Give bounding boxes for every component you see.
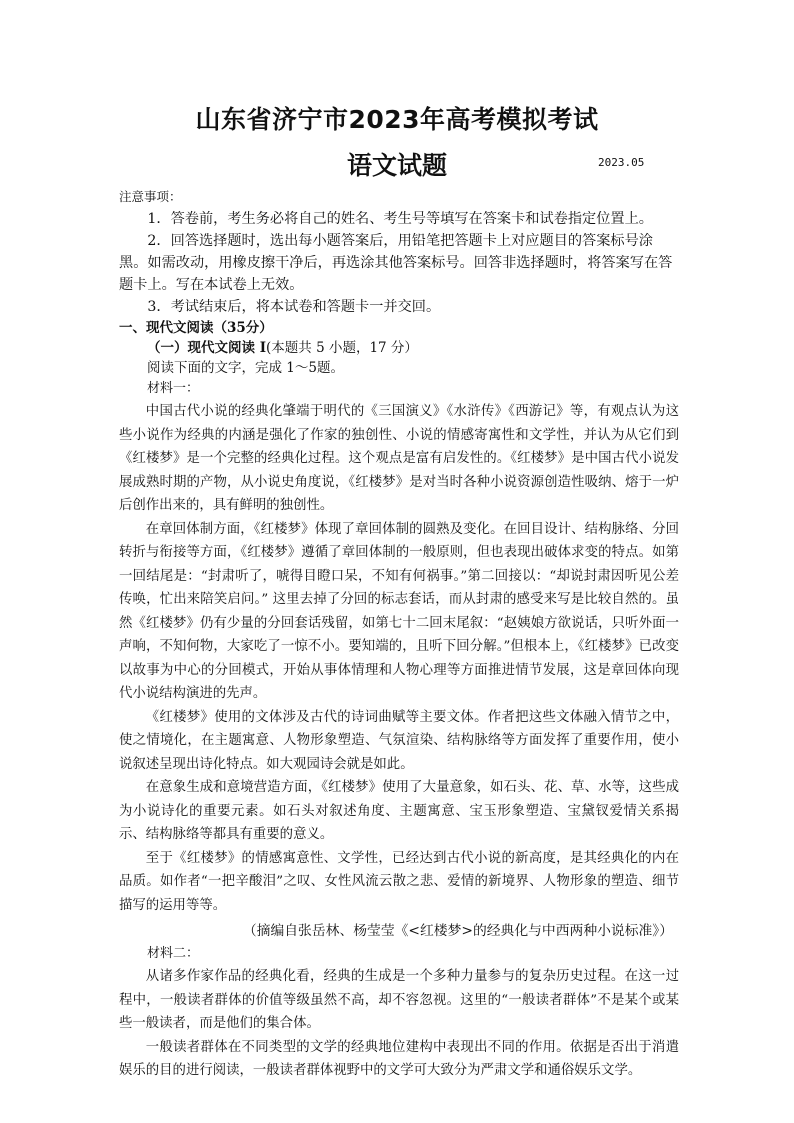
material-1-paragraph: 《红楼梦》使用的文体涉及古代的诗词曲赋等主要文体。作者把这些文体融入情节之中，使之情境化，在主题寓意、人物形象塑造、气氛渲染、结构脉络等方面发挥了重要作用，使小说叙述呈现出诗化特点。如大观园诗会就是如此。 <box>119 709 679 772</box>
notice-item-2: 2．回答选择题时，选出每小题答案后，用铅笔把答题卡上对应题目的答案标号涂黑。如需改动，用橡皮擦干净后，再选涂其他答案标号。回答非选择题时，将答案写在答题卡上。写在本试卷上无效。 <box>119 233 673 293</box>
material-2-paragraph: 一般读者群体在不同类型的文学的经典地位建构中表现出不同的作用。依据是否出于消遣娱乐的目的进行阅读，一般读者群体视野中的文学可大致分为严肃文学和通俗娱乐文学。 <box>119 1039 679 1078</box>
material-1-paragraph: 在意象生成和意境营造方面，《红楼梦》使用了大量意象，如石头、花、草、水等，这些成为小说诗化的重要元素。如石头对叙述角度、主题寓意、宝玉形象塑造、宝黛钗爱情关系揭示、结构脉络等都具有重要的意义。 <box>119 780 679 842</box>
notice-item-1: 1．答卷前，考生务必将自己的姓名、考生号等填写在答案卡和试卷指定位置上。 <box>147 211 653 227</box>
material-1-paragraph: 在章回体制方面，《红楼梦》体现了章回体制的圆熟及变化。在回目设计、结构脉络、分回转折与衔接等方面，《红楼梦》遵循了章回体制的一般原则，但也表现出破体求变的特点。如第一回结尾是：“封肃听了，唬得目瞪口呆，不知有何祸事。”第二回接以：“却说封肃因听见公差传唤，忙出来陪笑启问。” 这里去掉了分回的标志套话，而从封肃的感受来写是比较自然的。虽然《红楼梦》仍有少量的分回套话残留，如第七十二回末尾叙：“赵姨娘方欲说话，只听外面一声响，不知何物，大家吃了一惊不小。要知端的，且听下回分解。”但根本上，《红楼梦》已改变以故事为中心的分回模式，开始从事体情理和人物心理等方面推进情节发展，这是章回体向现代小说结构演进的先声。 <box>119 521 679 701</box>
material-1-label: 材料一： <box>147 381 200 396</box>
exam-body <box>119 186 679 1083</box>
material-1-paragraph: 中国古代小说的经典化肇端于明代的《三国演义》《水浒传》《西游记》等，有观点认为这些小说作为经典的内涵是强化了作家的独创性、小说的情感寄寓性和文学性，并认为从它们到《红楼梦》是一个完整的经典化过程。这个观点是富有启发性的。《红楼梦》是中国古代小说发展成熟时期的产物，从小说史角度说，《红楼梦》是对当时各种小说资源创造性吸纳、熔于一炉后创作出来的，具有鲜明的独创性。 <box>119 404 679 513</box>
notice-heading: 注意事项： <box>119 189 182 204</box>
exam-date: 2023.05 <box>598 156 645 169</box>
sub-section-heading-bold: （一）现代文阅读 I <box>147 340 267 356</box>
reading-instruction: 阅读下面的文字，完成 1～5题。 <box>147 360 344 376</box>
material-1-paragraph: 至于《红楼梦》的情感寓意性、文学性，已经达到古代小说的新高度，是其经典化的内在品质。如作者“一把辛酸泪”之叹、女性风流云散之悲、爱情的新境界、人物形象的塑造、细节描写的运用等等。 <box>119 850 679 913</box>
sub-section-heading-rest: (本题共 5 小题，17 分） <box>266 340 418 356</box>
exam-subject-title: 语文试题 <box>346 151 447 180</box>
notice-item-3: 3．考试结束后，将本试卷和答题卡一并交回。 <box>147 299 441 315</box>
material-1-source: （摘编自张岳林、杨莹莹《<红楼梦>的经典化与中西两种小说标准》） <box>242 923 673 939</box>
exam-title: 山东省济宁市2023年高考模拟考试 <box>195 105 599 134</box>
material-2-paragraph: 从诸多作家作品的经典化看，经典的生成是一个多种力量参与的复杂历史过程。在这一过程中，一般读者群体的价值等级虽然不高，却不容忽视。这里的“一般读者群体”不是某个或某些一般读者，而是他们的集合体。 <box>119 969 679 1031</box>
sub-section-heading <box>147 338 679 358</box>
section-heading: 一、现代文阅读（35分） <box>119 320 273 336</box>
material-2-label: 材料二： <box>147 946 200 961</box>
